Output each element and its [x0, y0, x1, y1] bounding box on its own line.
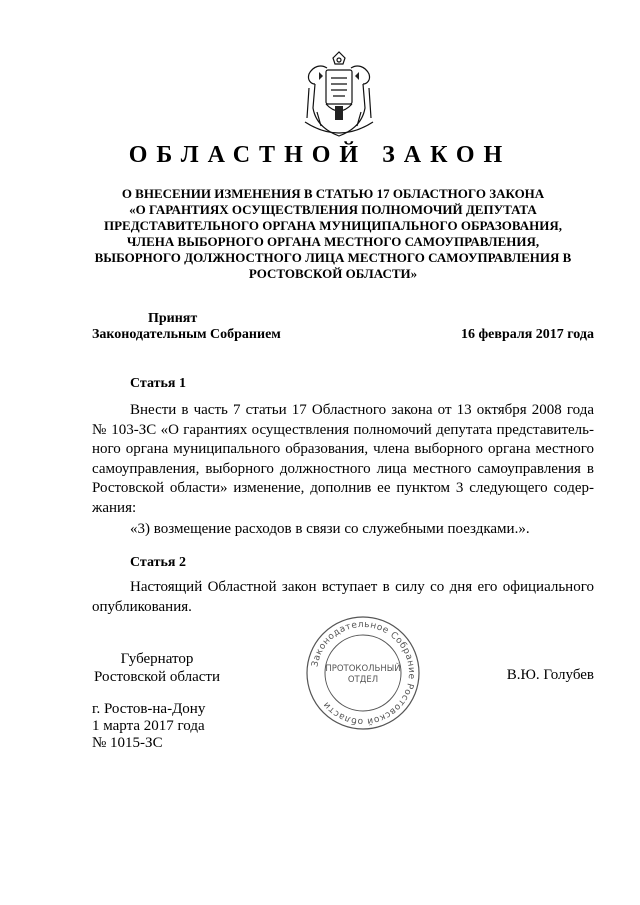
coat-of-arms-emblem-icon: [297, 48, 381, 142]
article-2-text: [92, 578, 594, 617]
article-1-line: самоуправления, выборного должностного лица местного самоуправления в: [92, 460, 594, 477]
article-2-line: опубликования.: [92, 598, 192, 615]
article-1-line: Ростовской области» изменение, дополнив ее пунктом 3 следующего содер-: [92, 480, 594, 496]
subject-line: ВЫБОРНОГО ДОЛЖНОСТНОГО ЛИЦА МЕСТНОГО САМОУПРАВЛЕНИЯ В: [94, 250, 572, 265]
subject-line: О ВНЕСЕНИИ ИЗМЕНЕНИЯ В СТАТЬЮ 17 ОБЛАСТНОГО ЗАКОНА: [121, 186, 545, 201]
article-1-title: Статья 1: [130, 376, 186, 391]
adopted-label: Принят: [148, 311, 198, 326]
article-1-line: жания:: [92, 499, 137, 516]
footer-city: г. Ростов-на-Дону: [92, 701, 206, 717]
law-subject-heading: [60, 186, 606, 282]
article-1-text: [92, 401, 594, 518]
adopted-by: Законодательным Собранием: [92, 327, 281, 342]
governor-line-1: Губернатор: [120, 651, 194, 667]
official-stamp-seal: [304, 614, 422, 732]
subject-line: РОСТОВСКОЙ ОБЛАСТИ»: [248, 266, 418, 281]
article-1-line: Внести в часть 7 статьи 17 Областного закона от 13 октября 2008 года: [130, 402, 594, 418]
stamp-center-line-2: ОТДЕЛ: [347, 675, 379, 685]
footer-number: № 1015-ЗС: [92, 735, 163, 751]
governor-name: В.Ю. Голубев: [506, 667, 594, 683]
article-2-line: Настоящий Областной закон вступает в силу со дня его официального: [130, 579, 594, 595]
stamp-center-line-1: ПРОТОКОЛЬНЫЙ: [325, 664, 401, 674]
footer-date: 1 марта 2017 года: [92, 718, 205, 734]
document-footer: [92, 701, 205, 752]
stamp-ring-text: Законодательное Собрание Ростовской области: [310, 619, 417, 727]
subject-line: ЧЛЕНА ВЫБОРНОГО ОРГАНА МЕСТНОГО САМОУПРАВЛЕНИЯ,: [126, 234, 540, 249]
subject-line: ПРЕДСТАВИТЕЛЬНОГО ОРГАНА МУНИЦИПАЛЬНОГО ОБРАЗОВАНИЯ,: [104, 218, 562, 233]
article-2-title: Статья 2: [130, 555, 186, 570]
governor-line-2: Ростовской области: [94, 669, 220, 685]
article-1-line: № 103-ЗС «О гарантиях осуществления полномочий депутата представитель-: [92, 421, 594, 438]
article-1-line: ного органа муниципального образования, члена выборного органа местного: [92, 441, 594, 457]
adopted-date: 16 февраля 2017 года: [461, 327, 594, 342]
subject-line: «О ГАРАНТИЯХ ОСУЩЕСТВЛЕНИЯ ПОЛНОМОЧИЙ ДЕПУТАТА: [129, 202, 537, 217]
article-1-quote: «3) возмещение расходов в связи со служебными поездками.».: [130, 521, 530, 537]
law-title: ОБЛАСТНОЙ ЗАКОН: [128, 142, 512, 168]
governor-title: [92, 650, 222, 686]
